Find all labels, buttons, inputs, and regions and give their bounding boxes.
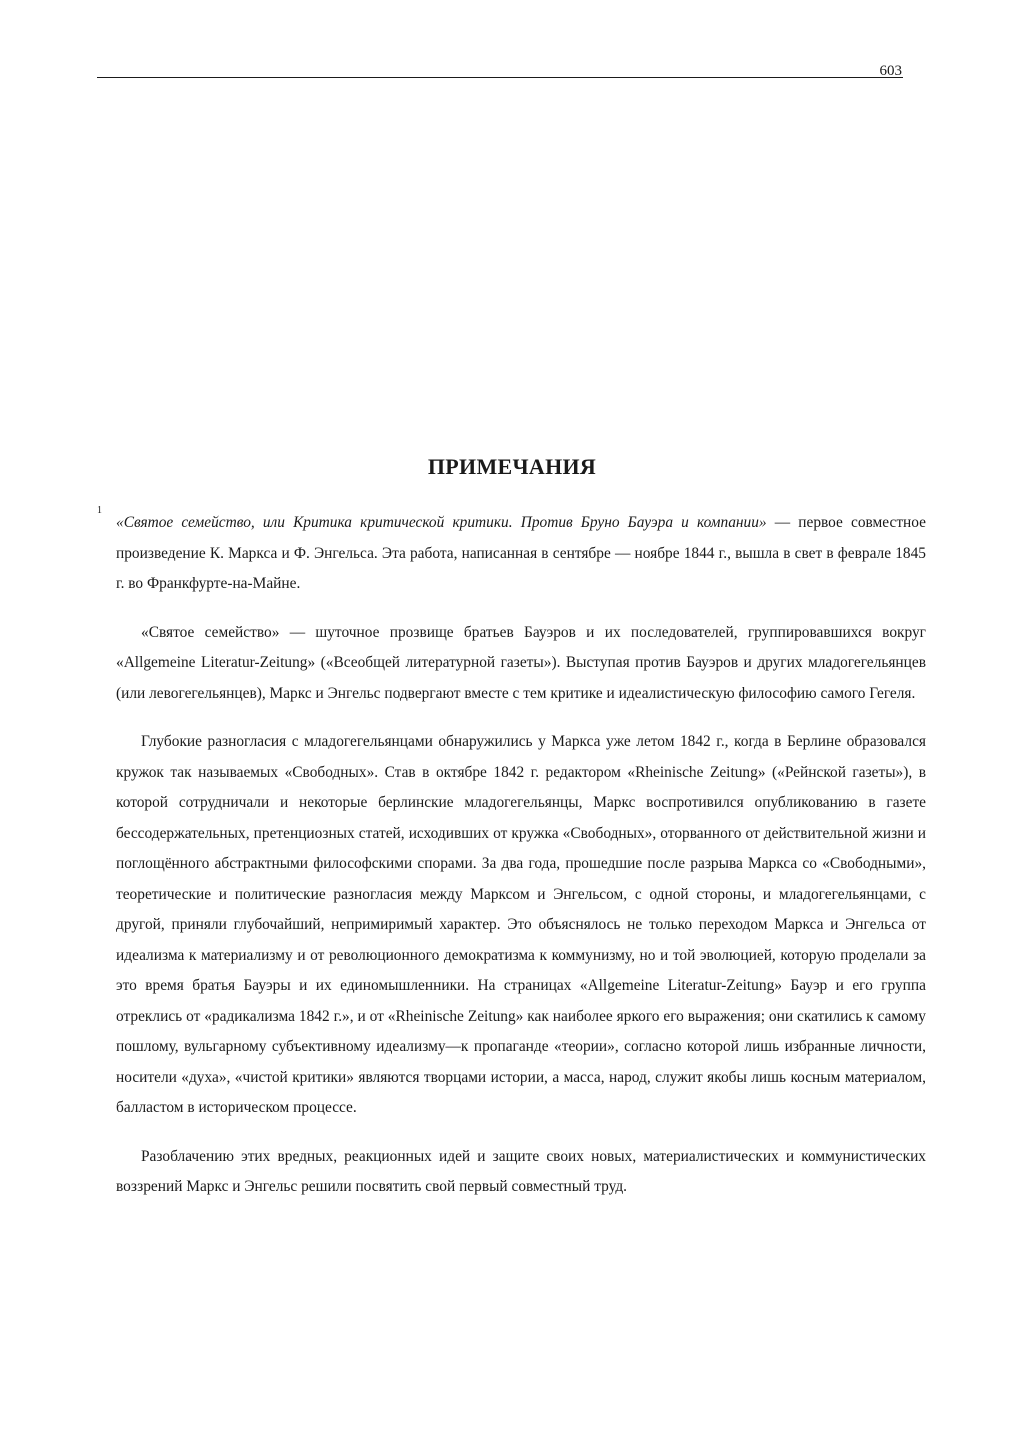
paragraph-1: «Святое семейство» — шуточное прозвище братьев Бауэров и их последователей, группировавшихся вокруг «Allgemeine Literatur-Zeitung» («Всеобщей литературной газеты»). Выступая против Бауэров и других младогегельянцев (или левогегельянцев), Маркс и Энгельс подвергают вместе с тем критике и идеалистическую философию самого Гегеля. <box>116 623 926 702</box>
notes-body <box>97 505 926 1203</box>
note-1 <box>97 505 926 600</box>
note-number: 1 <box>97 505 102 516</box>
section-title: ПРИМЕЧАНИЯ <box>427 454 597 479</box>
paragraph-3: Разоблачению этих вредных, реакционных идей и защите своих новых, материалистических и коммунистических воззрений Маркс и Энгельс решили посвятить свой первый совместный труд. <box>116 1147 926 1195</box>
page-number: 603 <box>879 63 902 79</box>
note-text: — первое совместное произведение К. Маркса и Ф. Энгельса. Эта работа, написанная в сентябре — ноябре 1844 г., вышла в свет в феврале 1845 г. во Франкфурте-на-Майне. <box>116 514 926 592</box>
header-rule <box>97 77 903 78</box>
paragraph-2: Глубокие разногласия с младогегельянцами обнаружились у Маркса уже летом 1842 г., когда в Берлине образовался кружок так называемых «Свободных». Став в октябре 1842 г. редактором «Rheinische Zeitung» («Рейнской газеты»), в которой сотрудничали и некоторые берлинские младогегельянцы, Маркс воспротивился опубликованию в газете бессодержательных, претенциозных статей, исходивших от кружка «Свободных», оторванного от действительной жизни и поглощённого абстрактными философскими спорами. За два года, прошедшие после разрыва Маркса со «Свободными», теоретические и политические разногласия между Марксом и Энгельсом, с одной стороны, и младогегельянцами, с другой, приняли глубочайший, непримиримый характер. Это объяснялось не только переходом Маркса и Энгельса от идеализма к материализму и от революционного демократизма к коммунизму, но и той эволюцией, которую проделали за это время братья Бауэры и их единомышленники. На страницах «Allgemeine Literatur-Zeitung» Бауэр и его группа отреклись от «радикализма 1842 г.», и от «Rheinische Zeitung» как наиболее яркого его выражения; они скатились к самому пошлому, вульгарному субъективному идеализму—к пропаганде «теории», согласно которой лишь избранные личности, носители «духа», «чистой критики» являются творцами истории, а масса, народ, служит якобы лишь косным материалом, балластом в историческом процессе. <box>116 733 926 1116</box>
note-work-title: «Святое семейство, или Критика критической критики. Против Бруно Бауэра и компании» <box>116 514 767 531</box>
